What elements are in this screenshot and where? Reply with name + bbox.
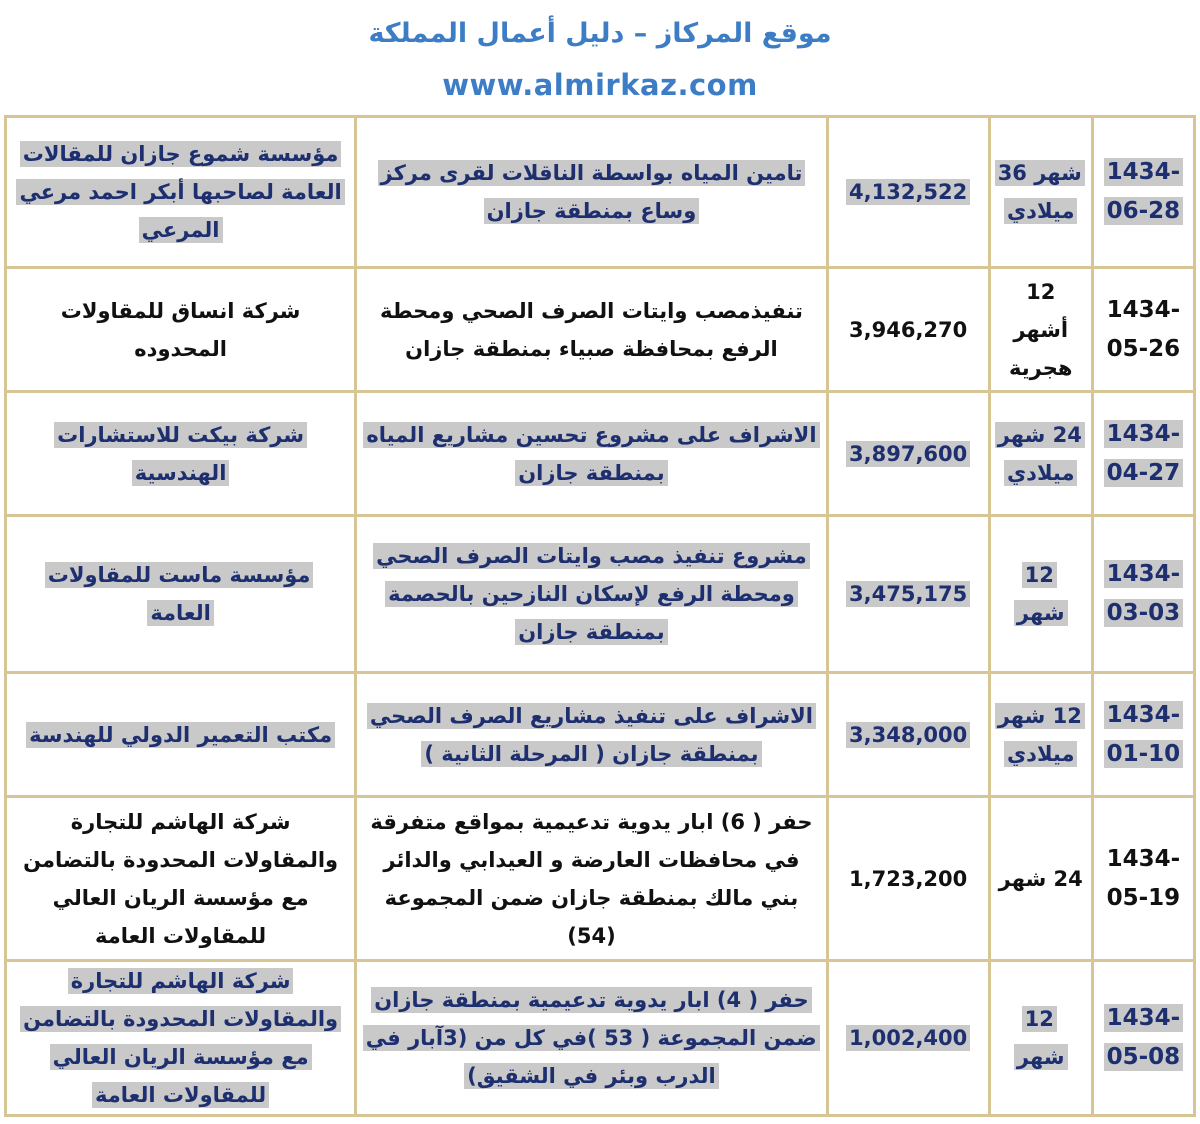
amount-value: 1,723,200: [849, 866, 968, 891]
date-month-day: 03-03: [1104, 599, 1184, 627]
date-year: 1434-: [1106, 845, 1181, 872]
table-row: [4, 517, 1196, 674]
table-row: [4, 798, 1196, 962]
date-cell: [1094, 798, 1196, 962]
table-row: [4, 393, 1196, 517]
table-row: [4, 269, 1196, 393]
company-name: مؤسسة ماست للمقاولات العامة: [45, 562, 314, 626]
project-description: حفر ( 6) ابار يدوية تدعيمية بمواقع متفرقة في محافظات العارضة و العيدابي والدائر بني مالك بمنطقة جازان ضمن المجموعة (54): [370, 809, 813, 948]
amount-value: 3,475,175: [846, 581, 970, 607]
duration-text: 12 شهر: [1014, 562, 1068, 626]
company-cell: [4, 517, 357, 674]
date-cell: [1094, 674, 1196, 798]
project-cell: [357, 517, 829, 674]
site-url[interactable]: www.almirkaz.com: [442, 68, 758, 102]
duration-cell: [991, 674, 1094, 798]
duration-text: 12 شهر ميلادي: [995, 703, 1085, 767]
project-cell: [357, 798, 829, 962]
company-name: شركة الهاشم للتجارة والمقاولات المحدودة بالتضامن مع مؤسسة الريان العالي للمقاولات العامة: [20, 968, 341, 1108]
company-name: شركة انساق للمقاولات المحدوده: [60, 298, 301, 361]
project-description: تامين المياه بواسطة الناقلات لقرى مركز وساع بمنطقة جازان: [378, 160, 806, 224]
amount-value: 3,348,000: [846, 722, 970, 748]
project-cell: [357, 393, 829, 517]
date-year: 1434-: [1104, 1004, 1184, 1032]
date-year: 1434-: [1104, 420, 1184, 448]
project-cell: [357, 115, 829, 269]
date-cell: [1094, 962, 1196, 1117]
amount-cell: [829, 269, 991, 393]
amount-value: 3,946,270: [849, 317, 968, 342]
duration-cell: [991, 115, 1094, 269]
date-cell: [1094, 115, 1196, 269]
project-cell: [357, 962, 829, 1117]
company-cell: [4, 115, 357, 269]
company-name: مكتب التعمير الدولي للهندسة: [26, 722, 335, 748]
duration-text: 12 شهر: [1014, 1006, 1068, 1070]
date-month-day: 06-28: [1104, 197, 1184, 225]
project-cell: [357, 269, 829, 393]
date-year: 1434-: [1106, 296, 1181, 323]
duration-cell: [991, 269, 1094, 393]
company-cell: [4, 962, 357, 1117]
amount-cell: [829, 962, 991, 1117]
project-description: تنفيذمصب وايتات الصرف الصحي ومحطة الرفع بمحافظة صبياء بمنطقة جازان: [379, 298, 803, 361]
date-cell: [1094, 393, 1196, 517]
duration-cell: [991, 393, 1094, 517]
date-cell: [1094, 517, 1196, 674]
amount-cell: [829, 393, 991, 517]
company-name: شركة بيكت للاستشارات الهندسية: [54, 422, 307, 486]
amount-value: 1,002,400: [846, 1025, 970, 1051]
company-name: شركة الهاشم للتجارة والمقاولات المحدودة بالتضامن مع مؤسسة الريان العالي للمقاولات العامة: [23, 809, 339, 948]
project-description: الاشراف على تنفيذ مشاريع الصرف الصحي بمنطقة جازان ( المرحلة الثانية ): [367, 703, 816, 767]
project-cell: [357, 674, 829, 798]
project-description: حفر ( 4) ابار يدوية تدعيمية بمنطقة جازان ضمن المجموعة ( 53 )في كل من (3آبار في الدرب وبئر في الشقيق): [363, 987, 820, 1089]
date-year: 1434-: [1104, 158, 1184, 186]
amount-cell: [829, 115, 991, 269]
duration-text: 24 شهر ميلادي: [995, 422, 1085, 486]
amount-cell: [829, 798, 991, 962]
company-cell: [4, 269, 357, 393]
amount-cell: [829, 674, 991, 798]
duration-cell: [991, 962, 1094, 1117]
duration-cell: [991, 517, 1094, 674]
date-cell: [1094, 269, 1196, 393]
amount-cell: [829, 517, 991, 674]
date-month-day: 01-10: [1104, 740, 1184, 768]
company-cell: [4, 674, 357, 798]
site-title: موقع المركاز – دليل أعمال المملكة: [368, 18, 832, 49]
project-description: مشروع تنفيذ مصب وايتات الصرف الصحي ومحطة الرفع لإسكان النازحين بالحصمة بمنطقة جازان: [373, 543, 810, 645]
company-cell: [4, 798, 357, 962]
date-month-day: 04-27: [1104, 459, 1184, 487]
date-month-day: 05-19: [1106, 884, 1181, 911]
amount-value: 4,132,522: [846, 179, 970, 205]
page-header: [0, 0, 1200, 112]
contracts-table-body: [4, 115, 1196, 1117]
amount-value: 3,897,600: [846, 441, 970, 467]
table-row: [4, 115, 1196, 269]
company-name: مؤسسة شموع جازان للمقالات العامة لصاحبها أبكر احمد مرعي المرعي: [16, 141, 344, 243]
company-cell: [4, 393, 357, 517]
date-year: 1434-: [1104, 701, 1184, 729]
table-row: [4, 674, 1196, 798]
duration-text: 12 أشهر هجرية: [1009, 279, 1073, 380]
duration-text: 24 شهر: [998, 866, 1083, 891]
contracts-table: [4, 115, 1196, 1117]
duration-text: شهر 36 ميلادي: [995, 160, 1085, 224]
date-month-day: 05-26: [1106, 335, 1181, 362]
date-month-day: 05-08: [1104, 1043, 1184, 1071]
duration-cell: [991, 798, 1094, 962]
table-row: [4, 962, 1196, 1117]
project-description: الاشراف على مشروع تحسين مشاريع المياه بمنطقة جازان: [363, 422, 819, 486]
date-year: 1434-: [1104, 560, 1184, 588]
